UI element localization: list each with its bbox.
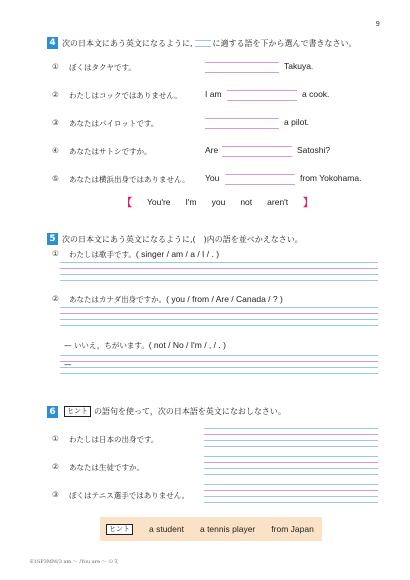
answer-guide-line bbox=[205, 62, 279, 63]
item-number: ③ bbox=[52, 490, 59, 499]
word-list: ( not / No / I'm / , / . ) bbox=[148, 340, 226, 350]
section-5-instruction: 次の日本文にあう英文になるように,( )内の語を並べかえなさい。 bbox=[62, 235, 303, 244]
writing-line[interactable] bbox=[60, 355, 378, 356]
item-number: ② bbox=[52, 294, 59, 303]
hint-phrase: a tennis player bbox=[199, 524, 256, 534]
japanese-text: わたしは歌手です。 bbox=[69, 250, 136, 259]
item-number: ⑤ bbox=[52, 174, 59, 183]
writing-line[interactable] bbox=[204, 484, 378, 485]
writing-guide-line bbox=[204, 434, 378, 435]
page-number: 9 bbox=[375, 20, 380, 28]
section-4-instruction bbox=[62, 38, 357, 49]
blank-icon bbox=[195, 40, 211, 47]
japanese-sentence: あなたは生徒ですか。 bbox=[69, 463, 144, 472]
english-suffix: a cook. bbox=[302, 89, 330, 99]
japanese-sentence: あなたはパイロットです。 bbox=[69, 119, 159, 128]
hint-label: ヒント bbox=[106, 524, 133, 535]
writing-guide-line bbox=[60, 268, 378, 269]
footer-code: E1SP3MM/3 am ～ /You are ～ の文 bbox=[30, 559, 119, 565]
item-number: ① bbox=[52, 62, 59, 71]
answer-guide-line bbox=[225, 174, 295, 175]
writing-guide-line bbox=[204, 440, 378, 441]
section-6-instruction bbox=[64, 406, 286, 417]
writing-guide-line bbox=[60, 274, 378, 275]
writing-guide-line bbox=[60, 319, 378, 320]
bracket-open: 【 bbox=[122, 198, 132, 209]
writing-guide-line bbox=[204, 502, 378, 503]
section-6-badge: 6 bbox=[47, 406, 58, 418]
writing-line[interactable] bbox=[204, 456, 378, 457]
japanese-sentence: ぼくはテニス選手ではありません。 bbox=[69, 491, 190, 500]
word-list: ( you / from / Are / Canada / ? ) bbox=[166, 294, 283, 304]
word-choice: I'm bbox=[185, 196, 197, 207]
japanese-sentence: あなたは横浜出身ではありません。 bbox=[69, 175, 190, 184]
item-number: ① bbox=[52, 249, 59, 258]
item-number: ④ bbox=[52, 146, 59, 155]
writing-guide-line bbox=[60, 373, 378, 374]
answer-blank[interactable] bbox=[225, 184, 295, 185]
english-suffix: Satoshi? bbox=[297, 145, 331, 155]
writing-guide-line bbox=[204, 474, 378, 475]
japanese-sentence: わたしは日本の出身です。 bbox=[69, 435, 159, 444]
answer-blank[interactable] bbox=[205, 72, 279, 73]
writing-guide-line bbox=[204, 490, 378, 491]
word-choice: you bbox=[211, 196, 226, 207]
item-number: ② bbox=[52, 462, 59, 471]
english-prefix: You bbox=[205, 173, 220, 183]
japanese-sentence bbox=[69, 249, 219, 260]
answer-blank[interactable] bbox=[227, 100, 297, 101]
writing-guide-line bbox=[60, 280, 378, 281]
word-choice: not bbox=[240, 196, 253, 207]
writing-guide-line bbox=[204, 468, 378, 469]
writing-guide-line bbox=[60, 367, 378, 368]
item-number: ① bbox=[52, 434, 59, 443]
section-4-instruction-pre: 次の日本文にあう英文になるように, bbox=[62, 39, 193, 48]
answer-guide-line bbox=[222, 146, 292, 147]
japanese-sentence: あなたはサトシですか。 bbox=[69, 147, 152, 156]
reply-dash: — bbox=[64, 360, 72, 369]
answer-blank[interactable] bbox=[205, 128, 279, 129]
word-choice: You're bbox=[147, 196, 171, 207]
word-list: ( singer / am / a / I / . ) bbox=[135, 249, 220, 259]
hint-phrase: a student bbox=[149, 524, 184, 534]
japanese-text: あなたはカナダ出身ですか。 bbox=[69, 295, 167, 304]
english-suffix: a pilot. bbox=[284, 117, 310, 127]
section-4-badge: 4 bbox=[47, 37, 58, 49]
answer-guide-line bbox=[227, 90, 297, 91]
answer-blank[interactable] bbox=[222, 156, 292, 157]
section-4-instruction-post: に適する語を下から選んで書きなさい。 bbox=[212, 39, 357, 48]
japanese-sentence: わたしはコックではありません。 bbox=[69, 91, 182, 100]
item-number: ③ bbox=[52, 118, 59, 127]
word-choice: aren't bbox=[267, 196, 289, 207]
bracket-close: 】 bbox=[303, 198, 314, 209]
english-suffix: from Yokohama. bbox=[300, 173, 362, 183]
english-prefix: Are bbox=[205, 145, 219, 155]
word-choice-bank bbox=[122, 194, 313, 209]
hint-box bbox=[100, 517, 322, 541]
writing-line[interactable] bbox=[204, 428, 378, 429]
english-prefix: I am bbox=[205, 89, 222, 99]
writing-line[interactable] bbox=[60, 307, 378, 308]
japanese-sentence: ぼくはタクヤです。 bbox=[69, 63, 136, 72]
section-5-badge: 5 bbox=[47, 233, 58, 245]
writing-guide-line bbox=[60, 361, 378, 362]
japanese-sentence bbox=[69, 294, 283, 305]
reply-prompt bbox=[64, 340, 226, 351]
answer-guide-line bbox=[205, 118, 279, 119]
english-suffix: Takuya. bbox=[284, 61, 314, 71]
item-number: ② bbox=[52, 90, 59, 99]
writing-guide-line bbox=[204, 462, 378, 463]
writing-guide-line bbox=[204, 496, 378, 497]
hint-label: ヒント bbox=[64, 406, 91, 417]
writing-guide-line bbox=[60, 325, 378, 326]
writing-guide-line bbox=[204, 446, 378, 447]
writing-guide-line bbox=[60, 313, 378, 314]
hint-phrase: from Japan bbox=[271, 524, 314, 534]
writing-line[interactable] bbox=[60, 262, 378, 263]
reply-prefix: — いいえ，ちがいます。 bbox=[64, 341, 149, 350]
section-6-instruction-text: の語句を使って，次の日本語を英文になおしなさい。 bbox=[94, 407, 286, 416]
